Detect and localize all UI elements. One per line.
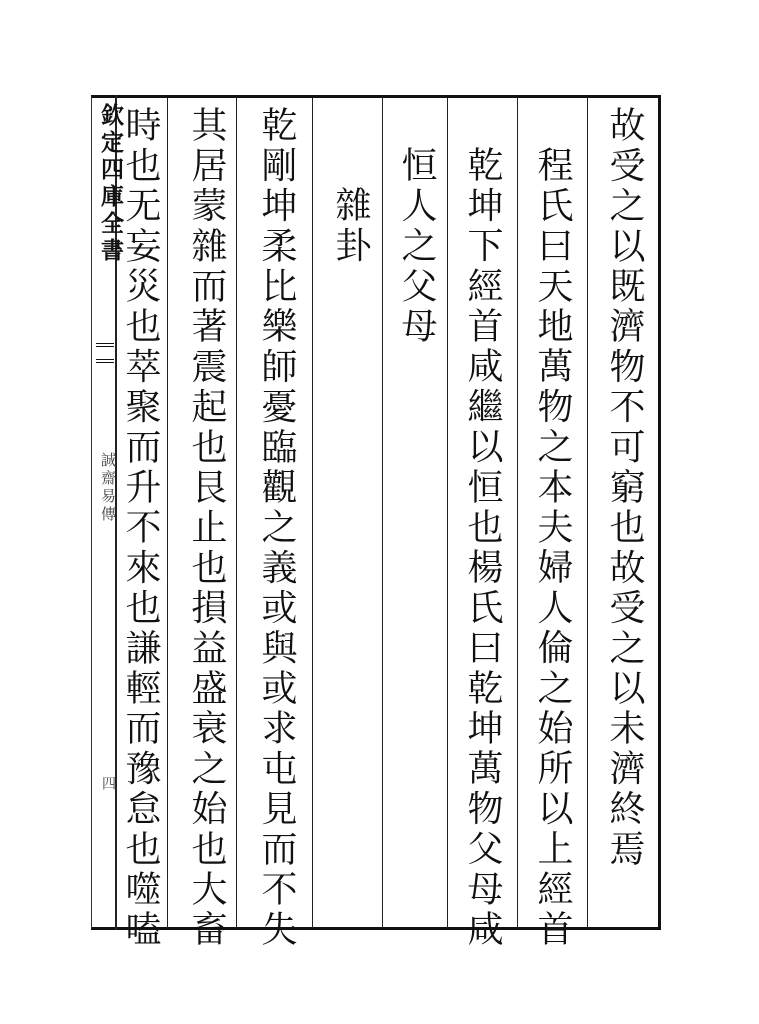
text-column-6: 其居蒙雜而著震起也艮止也損益盛衰之始也大畜 bbox=[186, 106, 227, 951]
page-number: 四 bbox=[100, 776, 116, 790]
column-rule bbox=[167, 98, 168, 928]
text-column-3: 乾坤下經首咸繼以恒也楊氏曰乾坤萬物父母咸 bbox=[462, 146, 503, 950]
chapter-title: 誠齋易傳 bbox=[99, 452, 117, 524]
section-heading: 雜卦 bbox=[330, 186, 371, 267]
text-column-2: 程氏曰天地萬物之本夫婦人倫之始所以上經首 bbox=[532, 146, 573, 950]
column-rule bbox=[382, 98, 383, 928]
book-title: 欽定四庫全書 bbox=[97, 103, 124, 265]
column-rule bbox=[517, 98, 518, 928]
fish-tail-mark bbox=[96, 343, 114, 363]
text-column-1: 故受之以既濟物不可窮也故受之以未濟終焉 bbox=[604, 106, 645, 870]
page-border bbox=[91, 95, 661, 930]
column-rule bbox=[236, 98, 237, 928]
text-column-4: 恒人之父母 bbox=[396, 146, 437, 347]
column-rule bbox=[587, 98, 588, 928]
text-column-5: 乾剛坤柔比樂師憂臨觀之義或與或求屯見而不失 bbox=[256, 106, 297, 951]
text-column-7: 時也无妄災也萃聚而升不來也謙輕而豫怠也噬嗑 bbox=[120, 106, 161, 951]
column-rule bbox=[447, 98, 448, 928]
column-rule bbox=[312, 98, 313, 928]
